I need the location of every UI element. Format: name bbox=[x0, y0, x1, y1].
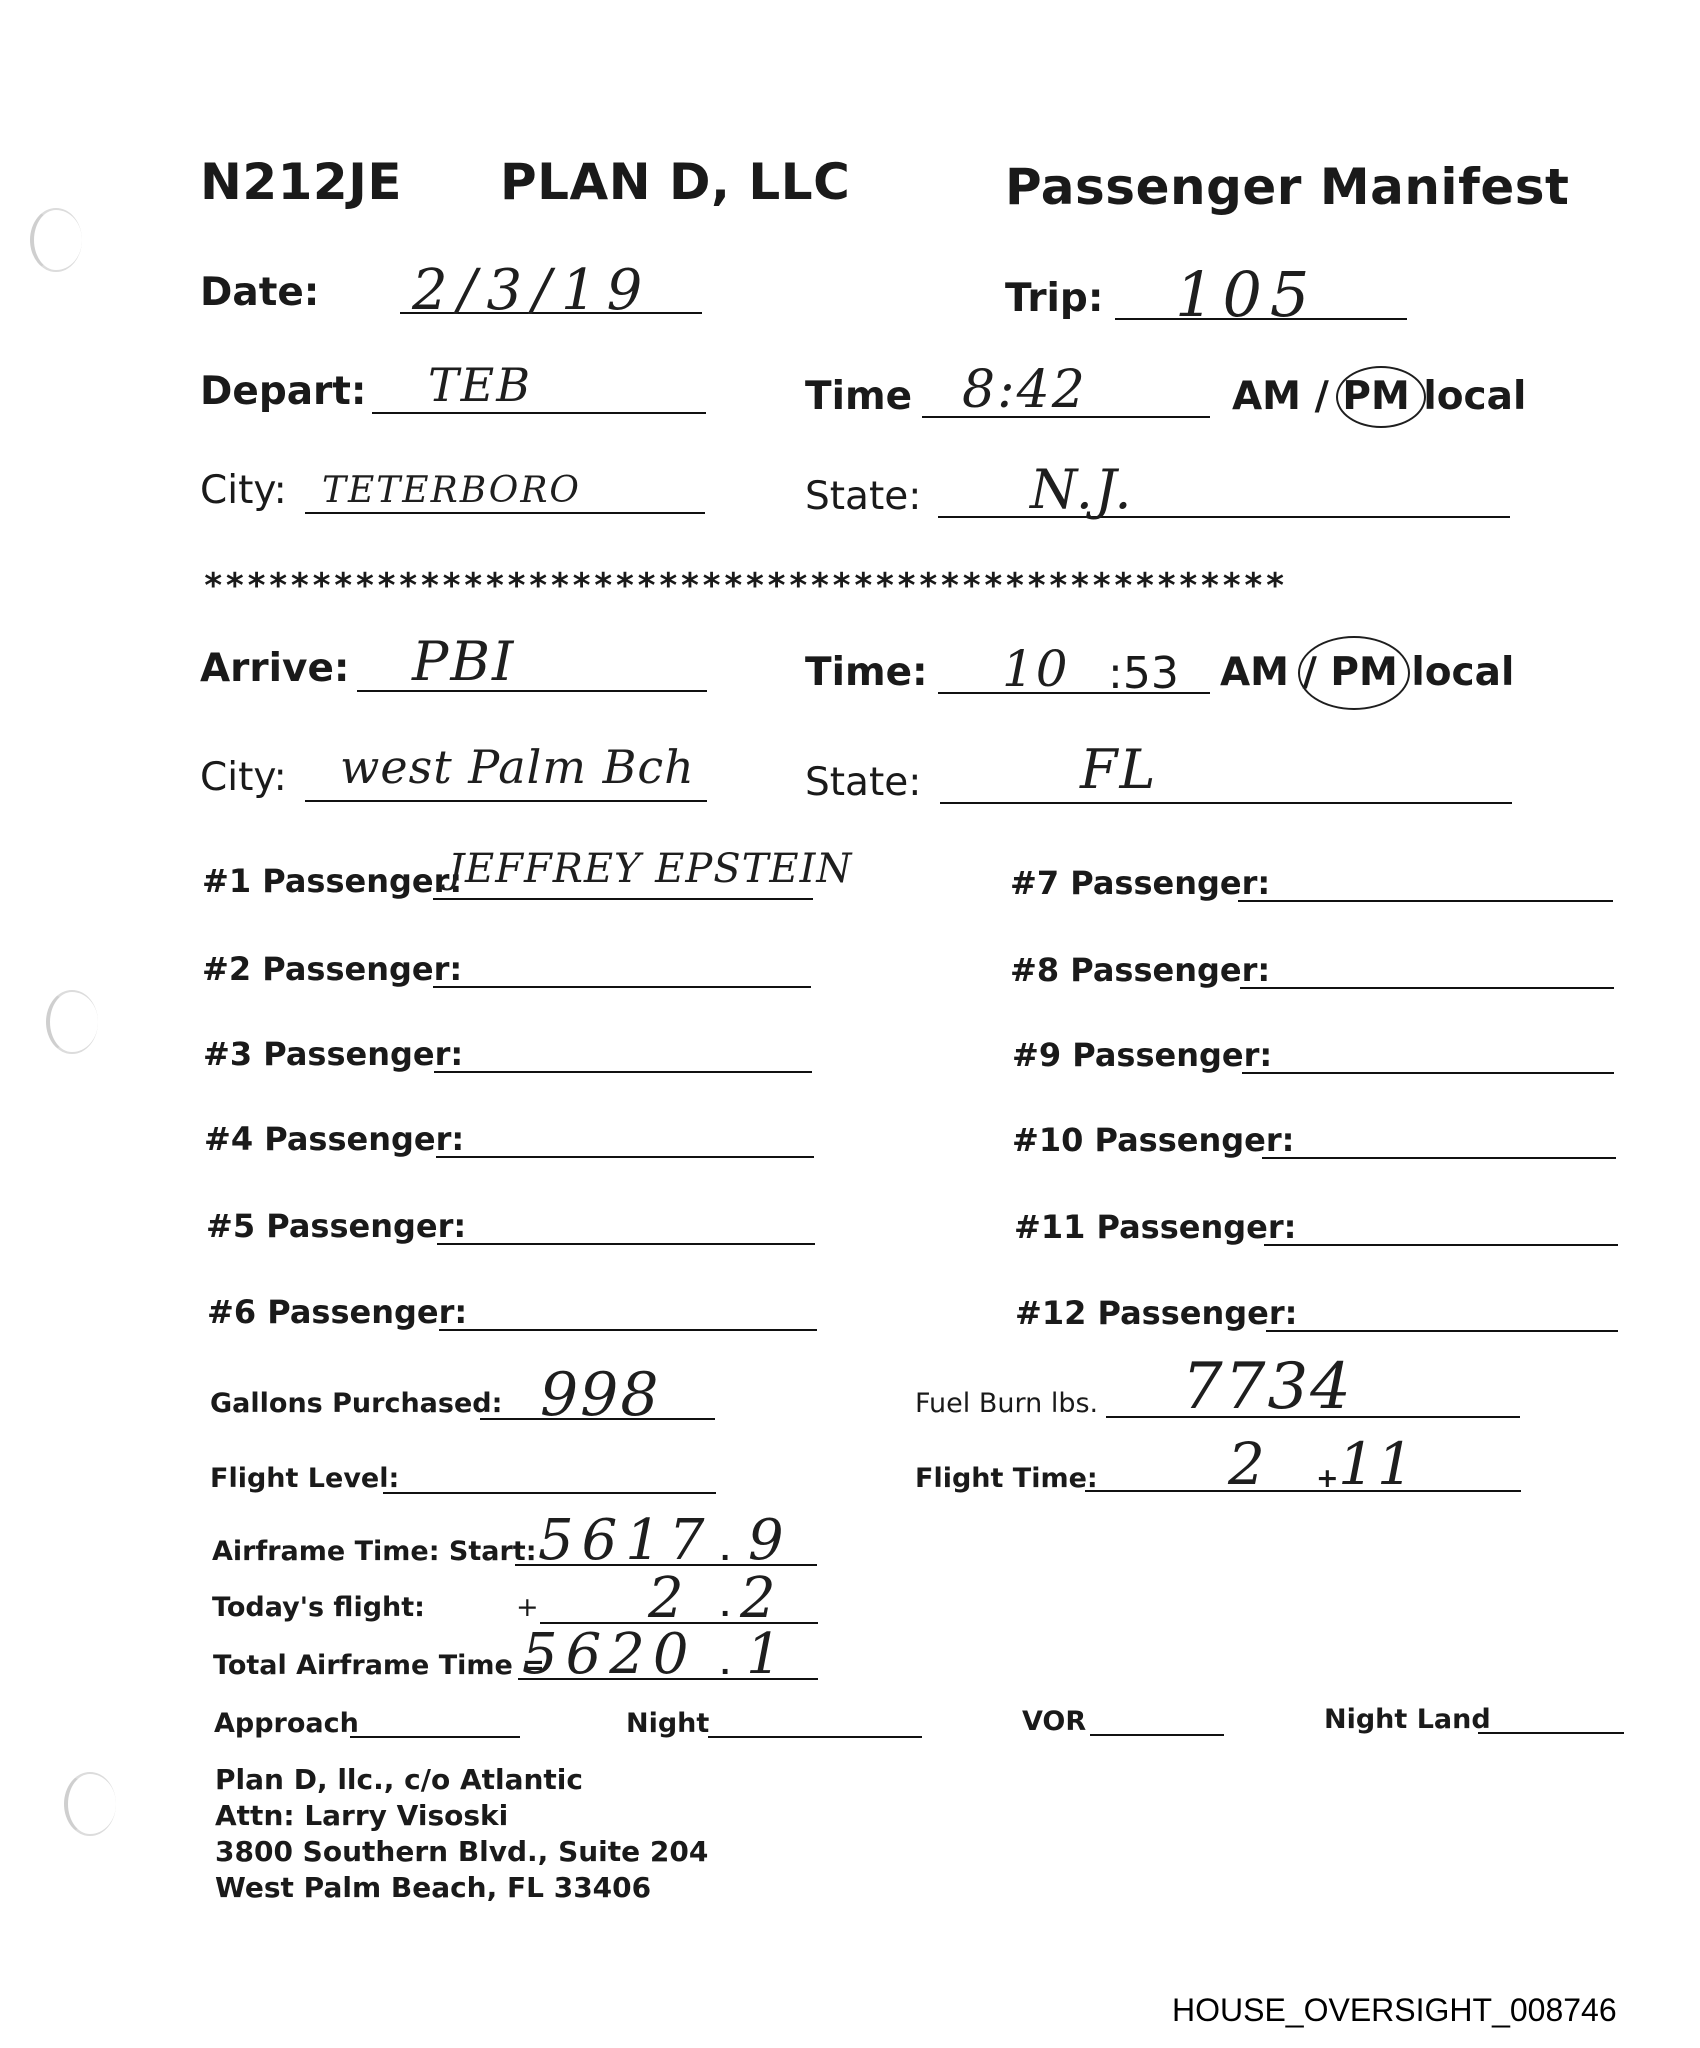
flight-level-label: Flight Level: bbox=[210, 1463, 400, 1494]
passenger-7-label: #7 Passenger: bbox=[1010, 864, 1271, 902]
address-block bbox=[215, 1762, 708, 1906]
passenger-5-label: #5 Passenger: bbox=[206, 1207, 467, 1245]
todays-flight-plus: + bbox=[516, 1592, 539, 1623]
depart-ampm-label: AM / PM local bbox=[1232, 374, 1527, 419]
fuel-burn-value: 7734 bbox=[1182, 1350, 1353, 1424]
flight-time-plus: + bbox=[1316, 1463, 1339, 1494]
passenger-10-line bbox=[1262, 1157, 1616, 1159]
passenger-8-label: #8 Passenger: bbox=[1010, 951, 1271, 989]
total-airframe-point: . bbox=[720, 1650, 731, 1681]
arrive-state-line bbox=[940, 802, 1512, 804]
night-line bbox=[708, 1736, 922, 1738]
total-airframe-decimal: 1 bbox=[746, 1622, 784, 1687]
passenger-12-line bbox=[1266, 1330, 1618, 1332]
tail-number: N212JE bbox=[200, 153, 402, 211]
arrive-state-label: State: bbox=[805, 760, 922, 805]
depart-value: TEB bbox=[428, 358, 533, 412]
todays-flight-point: . bbox=[720, 1592, 731, 1623]
address-line: Attn: Larry Visoski bbox=[215, 1799, 509, 1832]
approach-label: Approach bbox=[214, 1708, 359, 1739]
trip-label: Trip: bbox=[1005, 276, 1104, 321]
arrive-ampm-label: AM / PM local bbox=[1220, 650, 1515, 695]
depart-time-label: Time bbox=[805, 374, 913, 419]
passenger-7-line bbox=[1238, 900, 1613, 902]
todays-flight-label: Today's flight: bbox=[212, 1592, 425, 1623]
arrive-city-label: City: bbox=[200, 755, 287, 800]
punch-hole bbox=[30, 208, 82, 272]
approach-line bbox=[350, 1736, 520, 1738]
depart-city-value: TETERBORO bbox=[322, 470, 581, 511]
fuel-burn-label: Fuel Burn lbs. bbox=[915, 1388, 1099, 1419]
vor-line bbox=[1090, 1734, 1224, 1736]
flight-time-label: Flight Time: bbox=[915, 1463, 1098, 1494]
pm-circle-mark bbox=[1298, 636, 1410, 710]
gallons-value: 998 bbox=[540, 1360, 661, 1430]
pm-circle-mark bbox=[1336, 366, 1426, 428]
flight-time-minutes: 11 bbox=[1338, 1430, 1416, 1498]
arrive-time-label: Time: bbox=[805, 650, 928, 695]
depart-label: Depart: bbox=[200, 369, 367, 414]
depart-time-value: 8:42 bbox=[962, 360, 1087, 420]
flight-time-line bbox=[1085, 1490, 1521, 1492]
depart-state-line bbox=[938, 516, 1510, 518]
trip-value: 105 bbox=[1175, 258, 1318, 331]
gallons-label: Gallons Purchased: bbox=[210, 1388, 503, 1419]
arrive-city-value: west Palm Bch bbox=[340, 740, 695, 794]
depart-line bbox=[372, 412, 706, 414]
page-title: Passenger Manifest bbox=[1005, 158, 1570, 216]
passenger-3-line bbox=[434, 1071, 812, 1073]
punch-hole bbox=[46, 990, 98, 1054]
arrive-time-minutes: :53 bbox=[1108, 648, 1179, 699]
depart-city-line bbox=[305, 512, 705, 514]
arrive-label: Arrive: bbox=[200, 646, 350, 691]
passenger-1-line bbox=[433, 898, 813, 900]
passenger-4-line bbox=[436, 1156, 814, 1158]
total-airframe-label: Total Airframe Time = bbox=[213, 1650, 545, 1681]
passenger-6-line bbox=[439, 1329, 817, 1331]
todays-flight-whole: 2 bbox=[648, 1566, 686, 1631]
passenger-4-label: #4 Passenger: bbox=[204, 1120, 465, 1158]
flight-time-hours: 2 bbox=[1228, 1430, 1267, 1498]
passenger-8-line bbox=[1240, 987, 1614, 989]
arrive-time-hours: 10 bbox=[1002, 640, 1070, 698]
passenger-10-label: #10 Passenger: bbox=[1012, 1121, 1295, 1159]
night-label: Night bbox=[626, 1708, 710, 1739]
separator-asterisks: ************************************************** bbox=[203, 566, 1287, 606]
total-airframe-whole: 5620 bbox=[522, 1622, 697, 1687]
arrive-city-line bbox=[305, 800, 707, 802]
punch-hole bbox=[64, 1772, 116, 1836]
night-land-line bbox=[1478, 1732, 1624, 1734]
flight-level-line bbox=[383, 1492, 716, 1494]
todays-flight-decimal: 2 bbox=[740, 1566, 778, 1631]
passenger-9-label: #9 Passenger: bbox=[1012, 1036, 1273, 1074]
night-land-label: Night Land bbox=[1324, 1704, 1491, 1735]
company-name: PLAN D, LLC bbox=[500, 153, 851, 211]
airframe-start-point: . bbox=[720, 1536, 731, 1567]
bates-number: HOUSE_OVERSIGHT_008746 bbox=[1172, 1992, 1617, 2028]
vor-label: VOR bbox=[1022, 1706, 1087, 1737]
date-value: 2/3/19 bbox=[412, 258, 653, 323]
depart-state-value: N.J. bbox=[1030, 458, 1134, 521]
passenger-11-line bbox=[1264, 1244, 1618, 1246]
depart-state-label: State: bbox=[805, 474, 922, 519]
passenger-12-label: #12 Passenger: bbox=[1015, 1294, 1298, 1332]
passenger-6-label: #6 Passenger: bbox=[207, 1293, 468, 1331]
passenger-9-line bbox=[1242, 1072, 1614, 1074]
passenger-11-label: #11 Passenger: bbox=[1014, 1208, 1297, 1246]
arrive-state-value: FL bbox=[1080, 738, 1158, 801]
address-line: West Palm Beach, FL 33406 bbox=[215, 1871, 652, 1904]
airframe-start-label: Airframe Time: Start: bbox=[212, 1536, 537, 1567]
airframe-start-whole: 5617 bbox=[538, 1508, 713, 1573]
address-line: 3800 Southern Blvd., Suite 204 bbox=[215, 1835, 709, 1868]
passenger-5-line bbox=[437, 1243, 815, 1245]
arrive-line bbox=[357, 690, 707, 692]
address-line: Plan D, llc., c/o Atlantic bbox=[215, 1763, 584, 1796]
passenger-1-value: JEFFREY EPSTEIN bbox=[448, 846, 853, 892]
passenger-3-label: #3 Passenger: bbox=[203, 1035, 464, 1073]
depart-city-label: City: bbox=[200, 468, 287, 513]
passenger-2-line bbox=[433, 986, 811, 988]
date-label: Date: bbox=[200, 270, 320, 315]
passenger-1-label: #1 Passenger: bbox=[202, 862, 463, 900]
airframe-start-decimal: 9 bbox=[748, 1508, 786, 1573]
arrive-value: PBI bbox=[412, 630, 516, 693]
passenger-2-label: #2 Passenger: bbox=[202, 950, 463, 988]
